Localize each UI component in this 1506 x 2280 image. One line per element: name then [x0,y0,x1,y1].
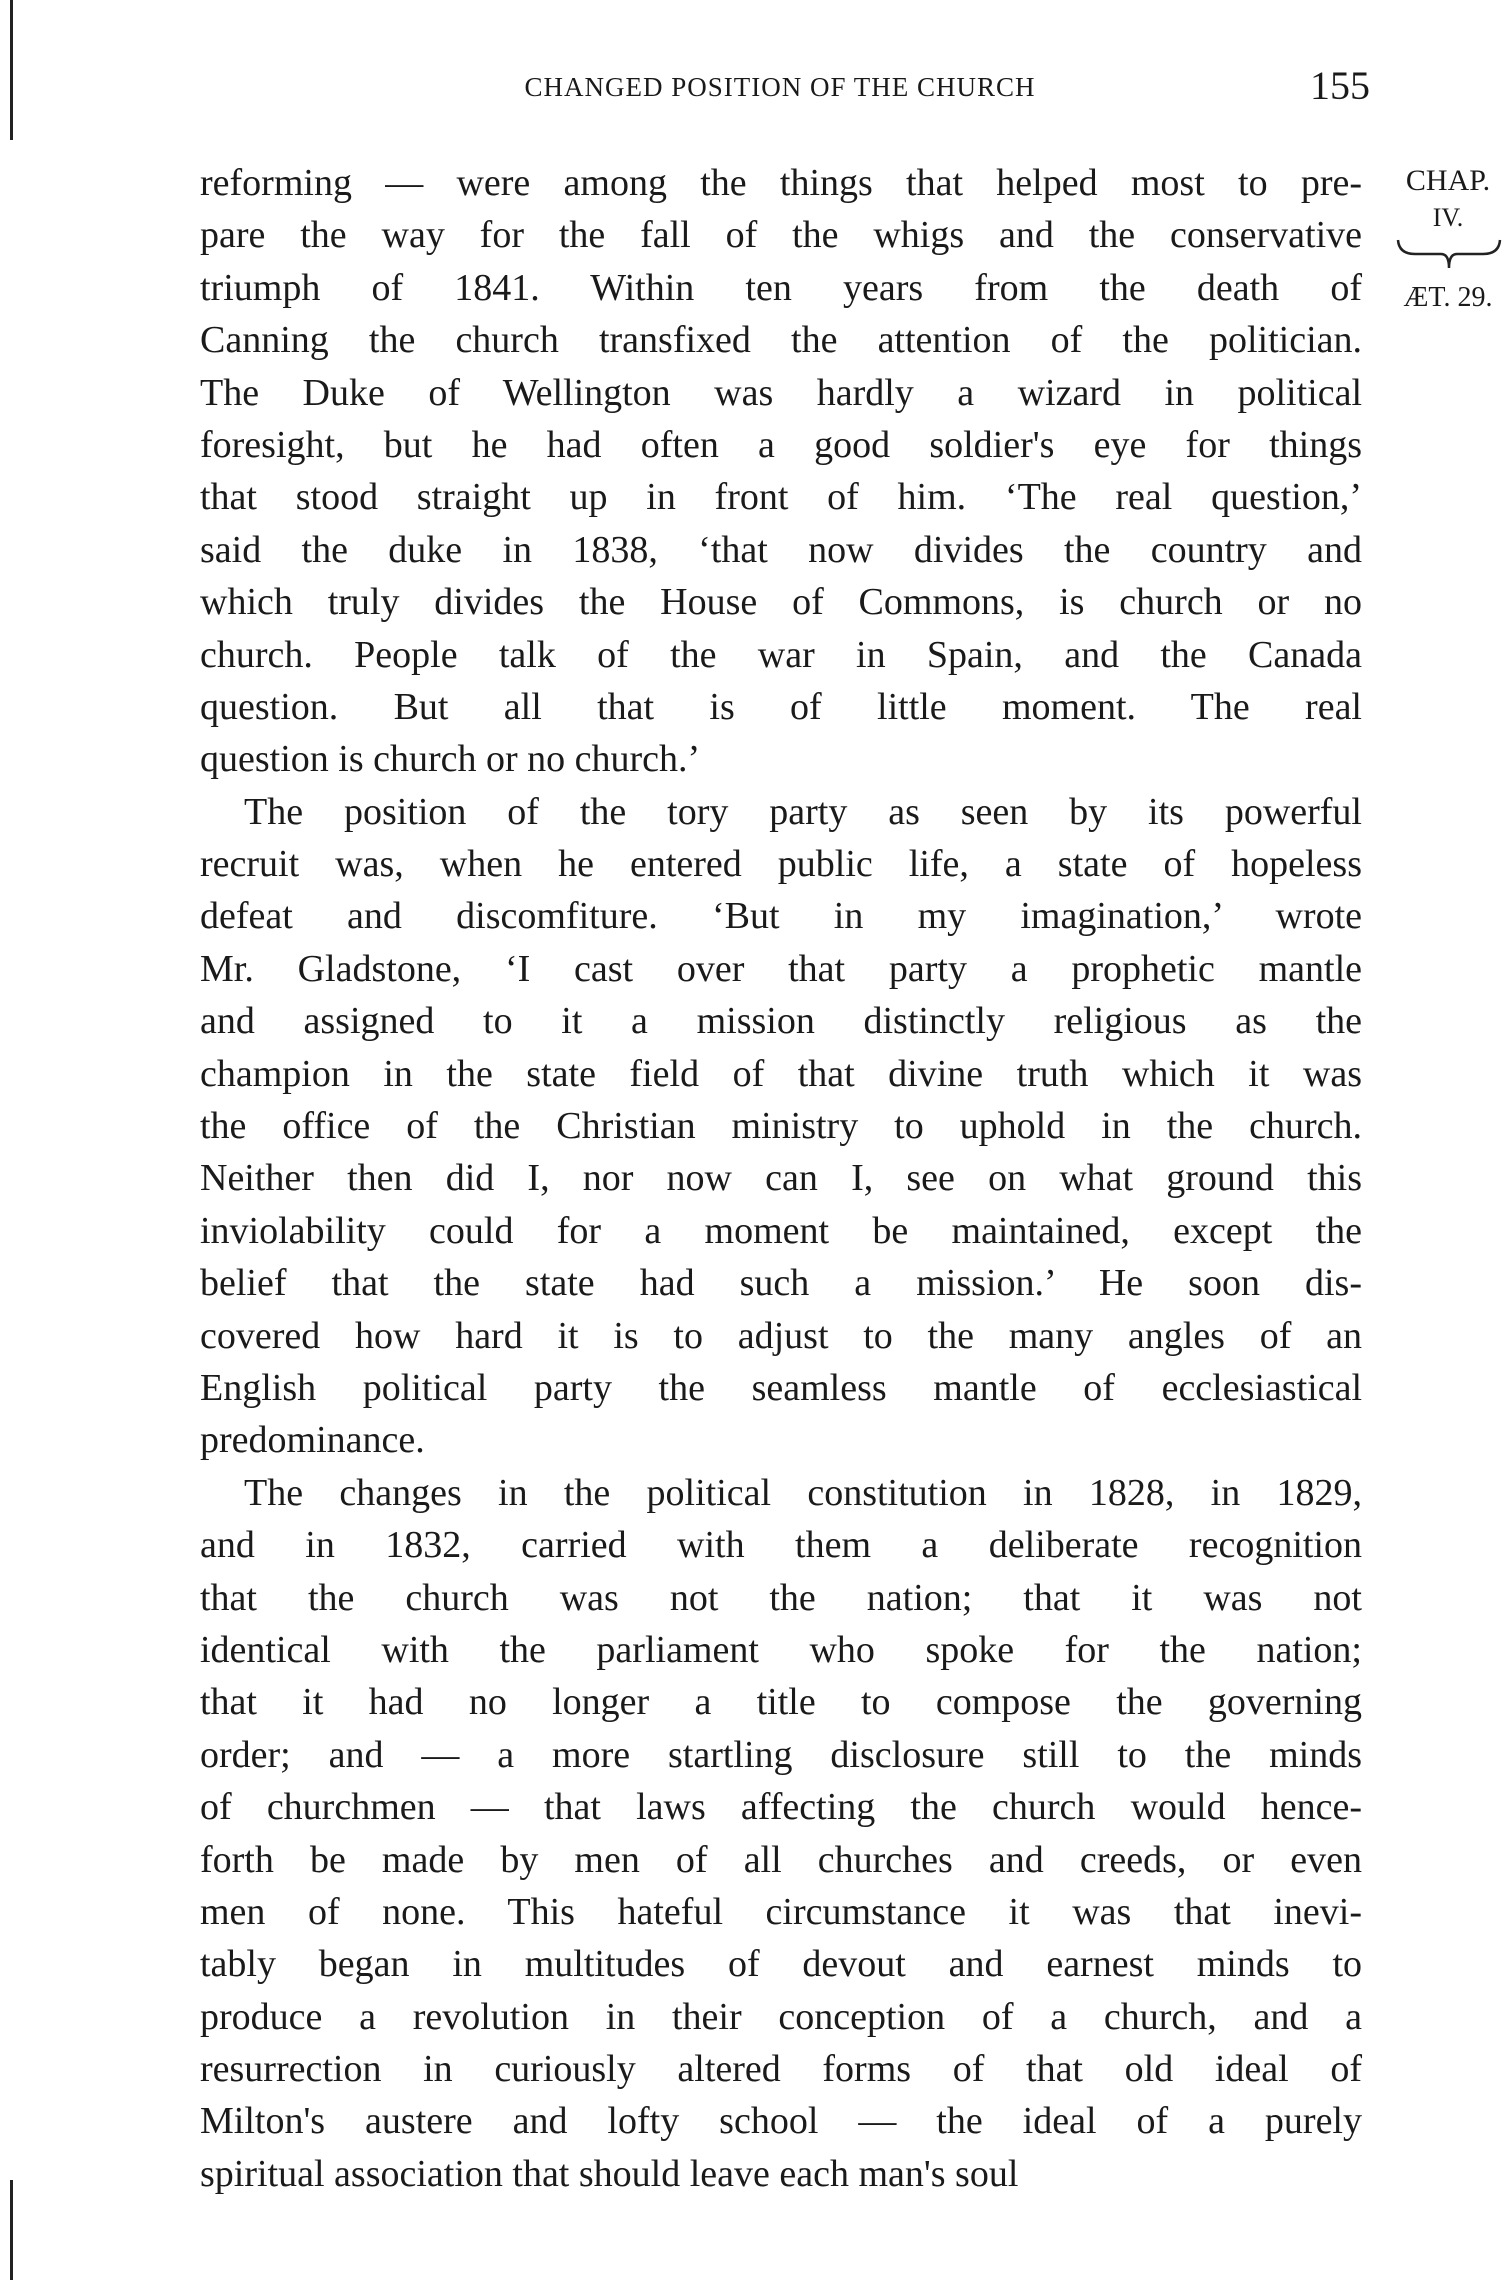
text-line: The Duke of Wellington was hardly a wizard in political [200,371,1362,414]
text-line: resurrection in curiously altered forms of that old ideal of [200,2048,1362,2091]
text-line: inviolability could for a moment be maintained, except the [200,1209,1362,1252]
brace-icon [1395,238,1503,274]
text-line: question. But all that is of little moment. The real [200,685,1362,728]
text-line: predominance. [200,1419,425,1462]
text-line: recruit was, when he entered public life, a state of hopeless [200,843,1362,886]
margin-age: ÆT. 29. [1403,282,1493,313]
text-line: men of none. This hateful circumstance it was that inevi- [200,1890,1362,1933]
body-text [200,157,1362,2200]
text-line: spiritual association that should leave each man's soul [200,2152,1019,2195]
margin-chapter: CHAP. [1405,164,1491,197]
text-line: English political party the seamless mantle of ecclesiastical [200,1366,1362,1409]
text-line: forth be made by men of all churches and creeds, or even [200,1838,1362,1881]
page-edge-bottom [10,2180,13,2280]
text-line: the office of the Christian ministry to uphold in the church. [200,1105,1362,1148]
text-line: said the duke in 1838, ‘that now divides the country and [200,528,1362,571]
text-line: Canning the church transfixed the attention of the politician. [200,319,1362,362]
text-line: Milton's austere and lofty school — the ideal of a purely [200,2100,1362,2143]
text-line: of churchmen — that laws affecting the church would hence- [200,1786,1362,1829]
text-line: triumph of 1841. Within ten years from the death of [200,266,1362,309]
page-number: 155 [1310,63,1370,108]
text-line: that the church was not the nation; that it was not [200,1576,1362,1619]
text-line: reforming — were among the things that helped most to pre- [200,162,1362,204]
text-line: The changes in the political constitution in 1828, in 1829, [244,1471,1362,1514]
text-line: which truly divides the House of Commons, is church or no [200,581,1362,624]
text-line: tably began in multitudes of devout and earnest minds to [200,1943,1362,1986]
text-line: covered how hard it is to adjust to the many angles of an [200,1314,1362,1357]
text-line: foresight, but he had often a good soldier's eye for things [200,423,1362,466]
text-line: that it had no longer a title to compose the governing [200,1681,1362,1724]
margin-chapter-number: IV. [1432,203,1464,232]
text-line: that stood straight up in front of him. ‘The real question,’ [200,476,1362,519]
text-line: order; and — a more startling disclosure still to the minds [200,1733,1362,1776]
text-line: pare the way for the fall of the whigs and the conservative [200,214,1362,257]
text-line: champion in the state field of that divine truth which it was [200,1052,1362,1095]
text-line: belief that the state had such a mission.’ He soon dis- [200,1262,1362,1305]
text-line: question is church or no church.’ [200,738,701,781]
text-line: and assigned to it a mission distinctly religious as the [200,1000,1362,1043]
text-line: Neither then did I, nor now can I, see on what ground this [200,1157,1362,1200]
text-line: identical with the parliament who spoke for the nation; [200,1628,1362,1671]
page-edge-top [10,0,13,140]
text-line: Mr. Gladstone, ‘I cast over that party a prophetic mantle [200,947,1362,990]
text-line: produce a revolution in their conception of a church, and a [200,1995,1362,2038]
text-line: and in 1832, carried with them a deliberate recognition [200,1524,1362,1567]
running-title: CHANGED POSITION OF THE CHURCH [524,72,1036,102]
text-line: church. People talk of the war in Spain, and the Canada [200,633,1362,676]
text-line: defeat and discomfiture. ‘But in my imagination,’ wrote [200,895,1362,938]
text-line: The position of the tory party as seen by its powerful [244,790,1362,833]
